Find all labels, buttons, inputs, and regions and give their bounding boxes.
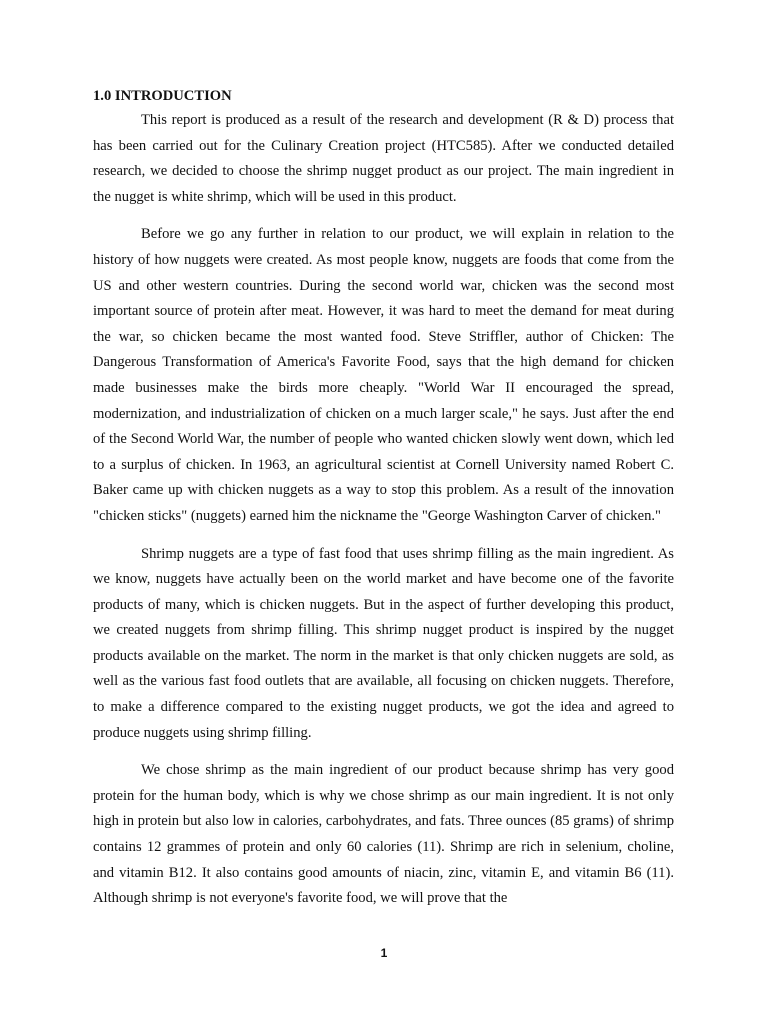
- section-heading: 1.0 INTRODUCTION: [93, 88, 232, 104]
- paragraph-shrimp-nuggets: Shrimp nuggets are a type of fast food that uses shrimp filling as the main ingredient. As we know, nuggets have actually been on the world market and have become one of the favorite products of many, which is chicken nuggets. But in the aspect of further developing this product, we created nuggets from shrimp filling. This shrimp nugget product is inspired by the nugget products available on the market. The norm in the market is that only chicken nuggets are sold, as well as the various fast food outlets that are available, all focusing on chicken nuggets. Therefore, to make a difference compared to the existing nugget products, we got the idea and agreed to produce nuggets using shrimp filling.: [93, 545, 674, 741]
- paragraph-history: Before we go any further in relation to our product, we will explain in relation to the history of how nuggets were created. As most people know, nuggets are foods that come from the US and other western countries. During the second world war, chicken was the second most important source of protein after meat. However, it was hard to meet the demand for meat during the war, so chicken became the most wanted food. Steve Striffler, author of Chicken: The Dangerous Transformation of America's Favorite Food, says that the high demand for chicken made businesses make the birds more cheaply. "World War II encouraged the spread, modernization, and industrialization of chicken on a much larger scale," he says. Just after the end of the Second World War, the number of people who wanted chicken slowly went down, which led to a surplus of chicken. In 1963, an agricultural scientist at Cornell University named Robert C. Baker came up with chicken nuggets as a way to stop this problem. As a result of the innovation "chicken sticks" (nuggets) earned him the nickname the "George Washington Carver of chicken.": [93, 226, 674, 524]
- paragraph-shrimp-protein: We chose shrimp as the main ingredient of our product because shrimp has very good protein for the human body, which is why we chose shrimp as our main ingredient. It is not only high in protein but also low in calories, carbohydrates, and fats. Three ounces (85 grams) of shrimp contains 12 grammes of protein and only 60 calories (11). Shrimp are rich in selenium, choline, and vitamin B12. It also contains good amounts of niacin, zinc, vitamin E, and vitamin B6 (11). Although shrimp is not everyone's favorite food, we will prove that the: [93, 762, 674, 907]
- paragraph-intro: This report is produced as a result of the research and development (R & D) process that has been carried out for the Culinary Creation project (HTC585). After we conducted detailed research, we decided to choose the shrimp nugget product as our project. The main ingredient in the nugget is white shrimp, which will be used in this product.: [93, 112, 674, 205]
- page-number: 1: [380, 946, 388, 960]
- document-body: [93, 86, 674, 924]
